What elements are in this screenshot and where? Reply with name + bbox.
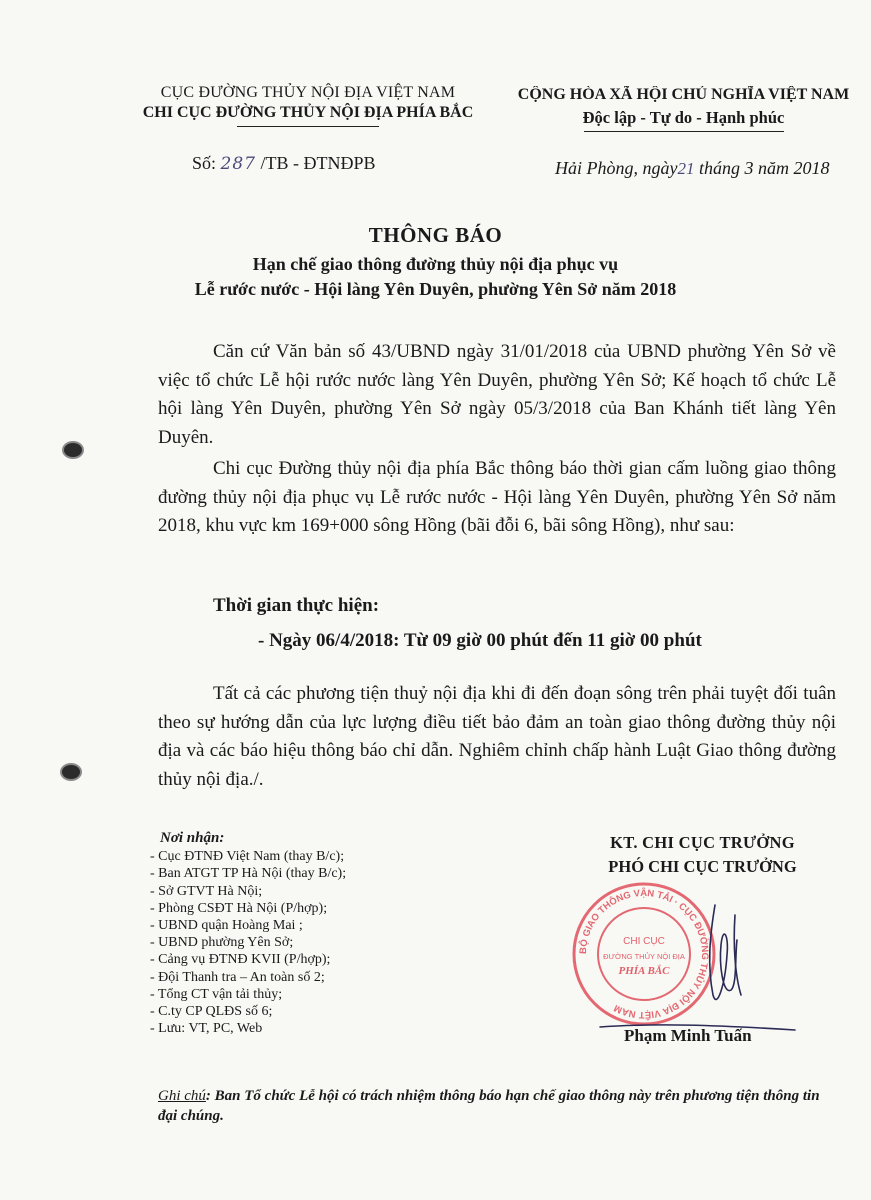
document-date — [555, 158, 829, 179]
recipient-item: - Sở GTVT Hà Nội; — [150, 883, 263, 899]
national-motto: Độc lập - Tự do - Hạnh phúc — [582, 108, 785, 127]
issuing-agency-header — [118, 84, 498, 127]
stamp-inner-line1: CHI CỤC — [623, 936, 665, 947]
handwritten-signature — [595, 895, 825, 1045]
body-paragraph-basis: Căn cứ Văn bản số 43/UBND ngày 31/01/2018 của UBND phường Yên Sở về việc tổ chức Lễ hội rước nước làng Yên Duyên, phường Yên Sở; Kế hoạch tổ chức Lễ hội làng Yên Duyên, phường Yên Sở ngày 05/3/2018 của Ban Khánh tiết làng Yên Duyên. — [158, 341, 836, 448]
footnote-text: : Ban Tổ chức Lễ hội có trách nhiệm thông báo hạn chế giao thông này trên phương tiện thông tin đại chúng. — [158, 1088, 820, 1124]
national-motto-header — [496, 86, 871, 132]
stamp-outer-text: BỘ GIAO THÔNG VẬN TẢI · CỤC ĐƯỜNG THỦY NỘI ĐỊA VIỆT NAM — [577, 887, 711, 1021]
issuing-agency: CHI CỤC ĐƯỜNG THỦY NỘI ĐỊA PHÍA BẮC — [142, 104, 474, 121]
footnote-label: Ghi chú — [158, 1088, 206, 1104]
time-detail: - Ngày 06/4/2018: Từ 09 giờ 00 phút đến 11 giờ 00 phút — [258, 630, 702, 651]
recipient-item: - C.ty CP QLĐS số 6; — [150, 1004, 273, 1020]
doc-number-value: 287 — [220, 154, 256, 174]
recipients-heading: Nơi nhận: — [160, 830, 225, 846]
signer-authority: KT. CHI CỤC TRƯỞNG — [610, 833, 795, 852]
footnote — [158, 1086, 838, 1126]
document-title — [0, 223, 871, 300]
recipient-item: - UBND phường Yên Sở; — [150, 935, 294, 951]
recipient-item: - Cục ĐTNĐ Việt Nam (thay B/c); — [150, 849, 345, 865]
date-day: 21 — [677, 159, 695, 178]
doc-number-suffix: /TB - ĐTNĐPB — [260, 153, 376, 173]
recipient-item: - Tổng CT vận tải thủy; — [150, 986, 283, 1002]
punch-hole — [64, 443, 82, 457]
stamp-inner-line2: ĐƯỜNG THỦY NỘI ĐỊA — [603, 952, 685, 961]
stamp-inner-line3: PHÍA BẮC — [618, 965, 670, 977]
title-subject-line2: Lễ rước nước - Hội làng Yên Duyên, phường Yên Sở năm 2018 — [194, 279, 677, 299]
date-suffix: tháng 3 năm 2018 — [698, 158, 830, 178]
divider — [237, 126, 379, 127]
recipient-item: - Đội Thanh tra – An toàn số 2; — [150, 969, 325, 985]
parent-agency: CỤC ĐƯỜNG THỦY NỘI ĐỊA VIỆT NAM — [160, 84, 456, 101]
body-paragraph-announcement: Chi cục Đường thủy nội địa phía Bắc thông báo thời gian cấm luồng giao thông đường thủy nội địa phục vụ Lễ rước nước - Hội làng Yên Duyên, phường Yên Sở năm 2018, khu vực km 169+000 sông Hồng (bãi đỗi 6, bãi sông Hồng), như sau: — [158, 458, 836, 536]
title-subject-line1: Hạn chế giao thông đường thủy nội địa phục vụ — [252, 254, 619, 274]
recipient-item: - Phòng CSĐT Hà Nội (P/hợp); — [150, 900, 328, 916]
title-main: THÔNG BÁO — [368, 223, 503, 247]
time-heading: Thời gian thực hiện: — [213, 595, 380, 616]
recipient-item: - Lưu: VT, PC, Web — [150, 1021, 263, 1037]
signature-block — [570, 833, 835, 877]
body-paragraph-compliance: Tất cả các phương tiện thuỷ nội địa khi đi đến đoạn sông trên phải tuyệt đối tuân theo sự hướng dẫn của lực lượng điều tiết bảo đảm an toàn giao thông đường thủy nội địa và các báo hiệu thông báo chỉ dẫn. Nghiêm chỉnh chấp hành Luật Giao thông đường thủy nội địa./. — [158, 683, 836, 790]
divider — [584, 131, 784, 132]
punch-hole — [62, 765, 80, 779]
doc-number-prefix: Số: — [192, 153, 217, 173]
recipient-item: - Ban ATGT TP Hà Nội (thay B/c); — [150, 866, 347, 882]
signer-title: PHÓ CHI CỤC TRƯỞNG — [608, 857, 797, 876]
date-prefix: Hải Phòng, ngày — [555, 158, 678, 178]
recipient-item: - Cảng vụ ĐTNĐ KVII (P/hợp); — [150, 952, 331, 968]
signer-name: Phạm Minh Tuấn — [624, 1026, 752, 1045]
recipient-item: - UBND quận Hoàng Mai ; — [150, 918, 303, 934]
document-number — [192, 153, 375, 174]
country-name: CỘNG HÒA XÃ HỘI CHỦ NGHĨA VIỆT NAM — [517, 86, 850, 103]
recipients-list — [150, 830, 480, 1037]
